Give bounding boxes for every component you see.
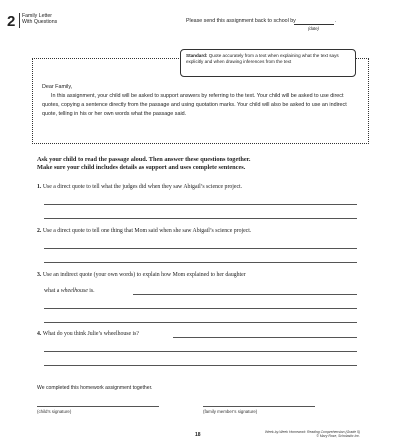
answer-line[interactable] [133,294,357,295]
question-number: 1. [37,184,42,190]
completed-statement: We completed this homework assignment together. [37,385,153,391]
family-letter [42,83,360,119]
family-signature-label: (family member’s signature) [203,409,258,414]
question-text: Use a direct quote to tell what the judges did when they saw Abigail’s science project. [42,184,243,190]
credit-line: Week-by-Week Homework: Reading Comprehension (Grade 5) © Mary Rose, Scholastic Inc. [264,430,360,439]
answer-line[interactable] [44,351,357,352]
answer-line[interactable] [44,204,357,205]
instructions-line2: Make sure your child includes details as support and uses complete sentences. [37,164,246,172]
question-2 [37,228,251,234]
question-4 [37,331,139,337]
question-number: 3. [37,272,42,278]
standard-label: Standard: [186,53,208,58]
send-back-text: Please send this assignment back to school by [186,18,296,24]
unit-title-line1: Family Letter [22,13,52,19]
unit-title [22,13,72,25]
answer-line[interactable] [44,308,357,309]
answer-line[interactable] [173,337,357,338]
header-divider [19,13,20,28]
date-label: (date) [308,26,319,31]
term-wheelhouse: wheelhouse [60,288,88,294]
standard-box [180,49,356,77]
page-number: 18 [195,432,201,438]
question-1 [37,184,242,190]
unit-title-line2: With Questions [22,19,58,26]
instructions [37,156,367,173]
question-number: 4. [37,331,42,337]
child-signature-label: (child’s signature) [37,409,72,414]
unit-number: 2 [7,13,16,30]
answer-line[interactable] [44,365,357,366]
child-signature-line[interactable] [37,406,159,407]
question-text: Use a direct quote to tell one thing that Mom said when she saw Abigail’s science project. [42,228,252,234]
standard-text: Quote accurately from a text when explaining what the text says explicitly and when drawing inferences from the text [186,53,339,64]
answer-line[interactable] [44,248,357,249]
letter-body: In this assignment, your child will be asked to support answers by referring to the text. Your child will be asked to use direct quotes, copying a sentence directly from the passage and using quotation marks. Your child will also be asked to use an indirect quote, telling in his or her own words what the passage said. [42,93,347,117]
answer-line[interactable] [44,262,357,263]
send-back-period: . [335,18,337,24]
answer-line[interactable] [44,218,357,219]
instructions-line1: Ask your child to read the passage aloud. Then answer these questions together. [37,156,251,163]
question-3 [37,272,246,278]
letter-greeting: Dear Family, [42,84,73,90]
question-text: What do you think Julie’s wheelhouse is? [42,331,139,337]
answer-line[interactable] [44,322,357,323]
question-text: Use an indirect quote (your own words) to explain how Mom explained to her daughter [42,272,246,278]
question-3-continued: what a wheelhouse is. [44,288,95,294]
family-signature-line[interactable] [203,406,315,407]
question-number: 2. [37,228,42,234]
date-line[interactable] [294,24,334,25]
